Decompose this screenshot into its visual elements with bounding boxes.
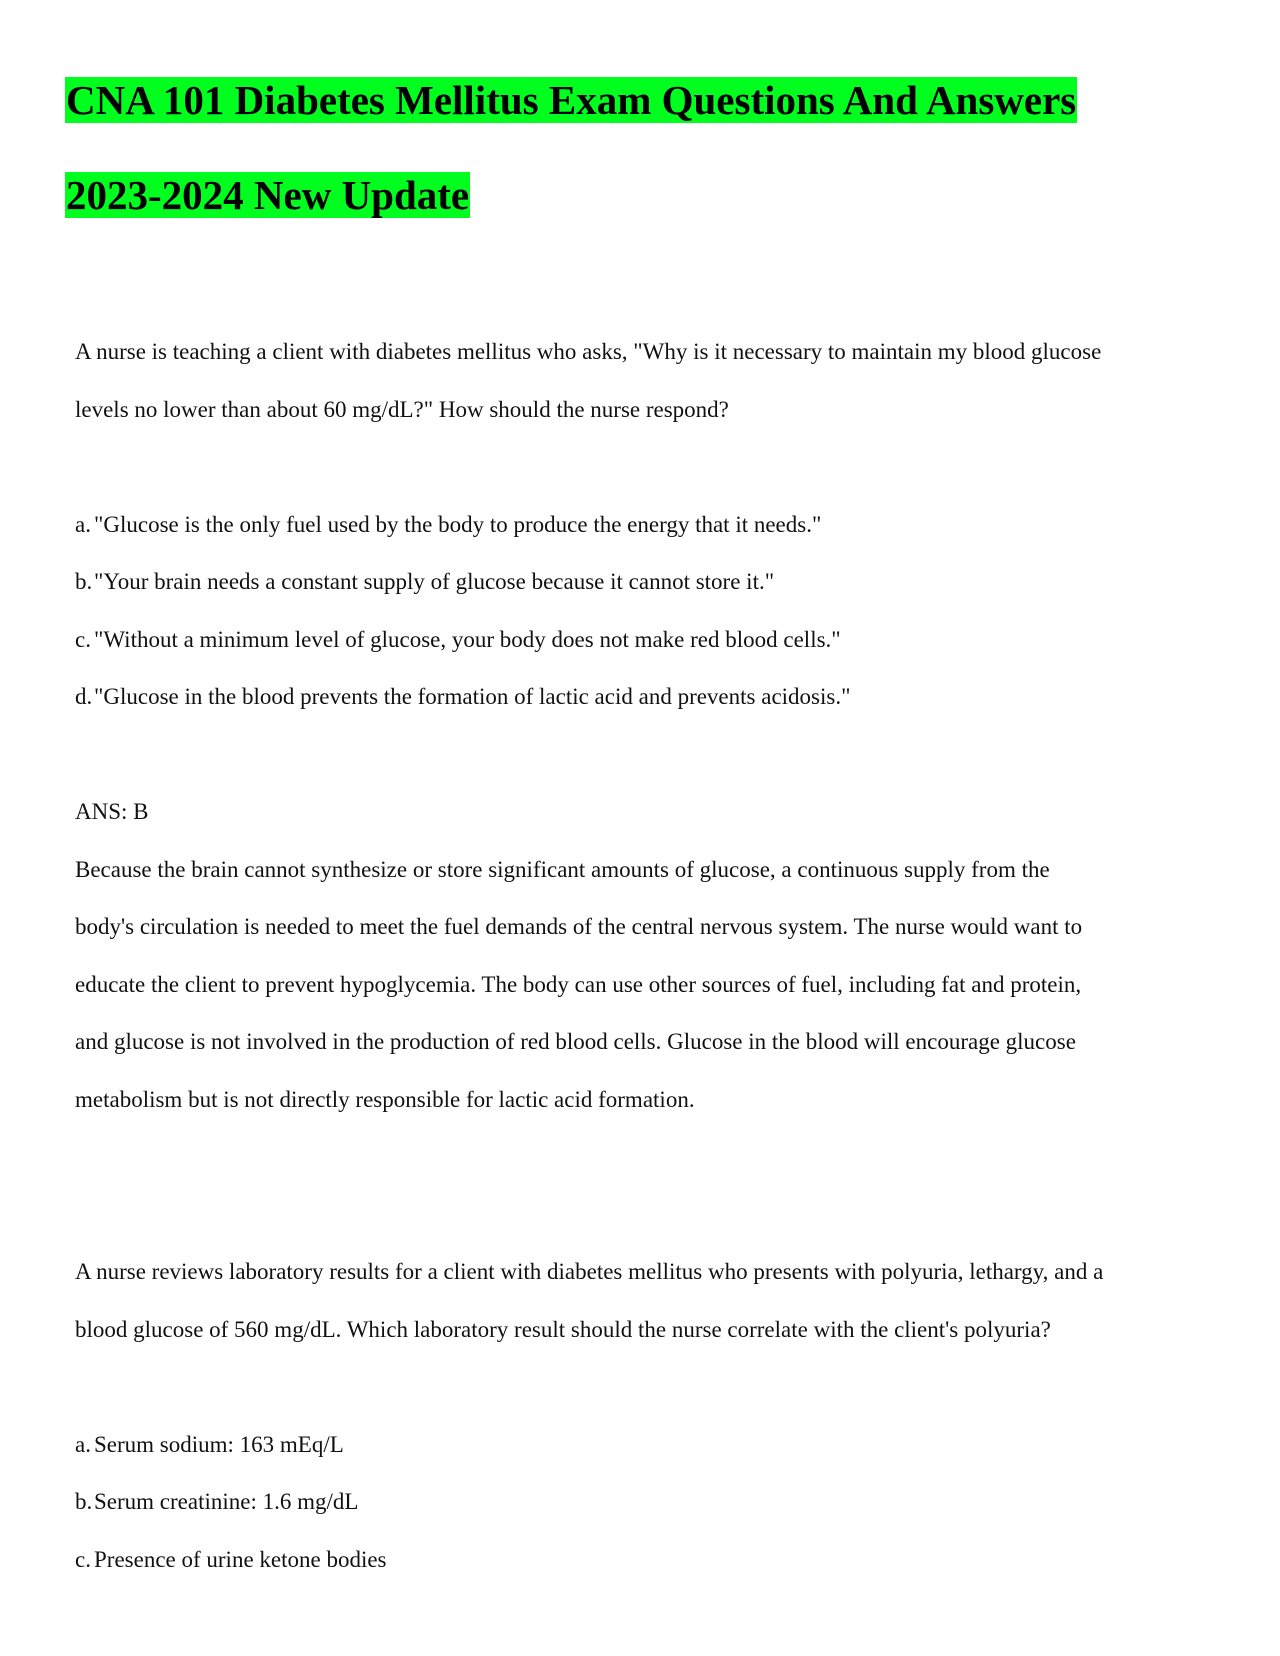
option-letter: a.: [75, 1432, 91, 1457]
option-text: "Glucose in the blood prevents the formation of lactic acid and prevents acidosis.": [94, 684, 851, 709]
question-2-stem-line-1: A nurse reviews laboratory results for a client with diabetes mellitus who presents with polyuria, lethargy, and a: [75, 1259, 1104, 1284]
question-1-option-a: [75, 511, 821, 539]
question-1-rationale-line-4: and glucose is not involved in the production of red blood cells. Glucose in the blood will encourage glucose: [75, 1029, 1076, 1054]
question-1-stem-line-1: A nurse is teaching a client with diabetes mellitus who asks, "Why is it necessary to maintain my blood glucose: [75, 339, 1102, 364]
option-text: "Without a minimum level of glucose, your body does not make red blood cells.": [94, 627, 841, 652]
document-title-line-2: [65, 171, 470, 219]
title-highlight-1: CNA 101 Diabetes Mellitus Exam Questions And Answers: [66, 77, 1077, 123]
question-1-answer: ANS: B: [75, 799, 149, 824]
option-letter: c.: [75, 1547, 91, 1572]
option-letter: a.: [75, 512, 91, 537]
option-letter: c.: [75, 627, 91, 652]
option-letter: b.: [75, 569, 93, 594]
question-1-option-c: [75, 626, 841, 654]
question-1-stem-line-2: levels no lower than about 60 mg/dL?" How should the nurse respond?: [75, 397, 729, 422]
title-highlight-2: 2023-2024 New Update: [66, 172, 470, 218]
document-title-line-1: [65, 76, 1077, 124]
option-text: Presence of urine ketone bodies: [94, 1547, 387, 1572]
question-1-rationale-line-5: metabolism but is not directly responsible for lactic acid formation.: [75, 1087, 695, 1112]
question-1-option-d: [75, 683, 850, 711]
option-letter: b.: [75, 1489, 93, 1514]
option-text: Serum sodium: 163 mEq/L: [94, 1432, 344, 1457]
option-text: "Glucose is the only fuel used by the body to produce the energy that it needs.": [94, 512, 822, 537]
question-2-option-c: [75, 1546, 387, 1574]
option-letter: d.: [75, 684, 93, 709]
question-1-rationale-line-2: body's circulation is needed to meet the fuel demands of the central nervous system. The nurse would want to: [75, 914, 1083, 939]
question-2-stem-line-2: blood glucose of 560 mg/dL. Which laboratory result should the nurse correlate with the client's polyuria?: [75, 1317, 1051, 1342]
option-text: Serum creatinine: 1.6 mg/dL: [94, 1489, 359, 1514]
question-2-option-b: [75, 1488, 358, 1516]
question-1-rationale-line-3: educate the client to prevent hypoglycemia. The body can use other sources of fuel, including fat and protein,: [75, 972, 1082, 997]
question-1-option-b: [75, 568, 774, 596]
question-2-option-a: [75, 1431, 344, 1459]
option-text: "Your brain needs a constant supply of glucose because it cannot store it.": [94, 569, 775, 594]
question-1-rationale-line-1: Because the brain cannot synthesize or store significant amounts of glucose, a continuous supply from the: [75, 857, 1050, 882]
